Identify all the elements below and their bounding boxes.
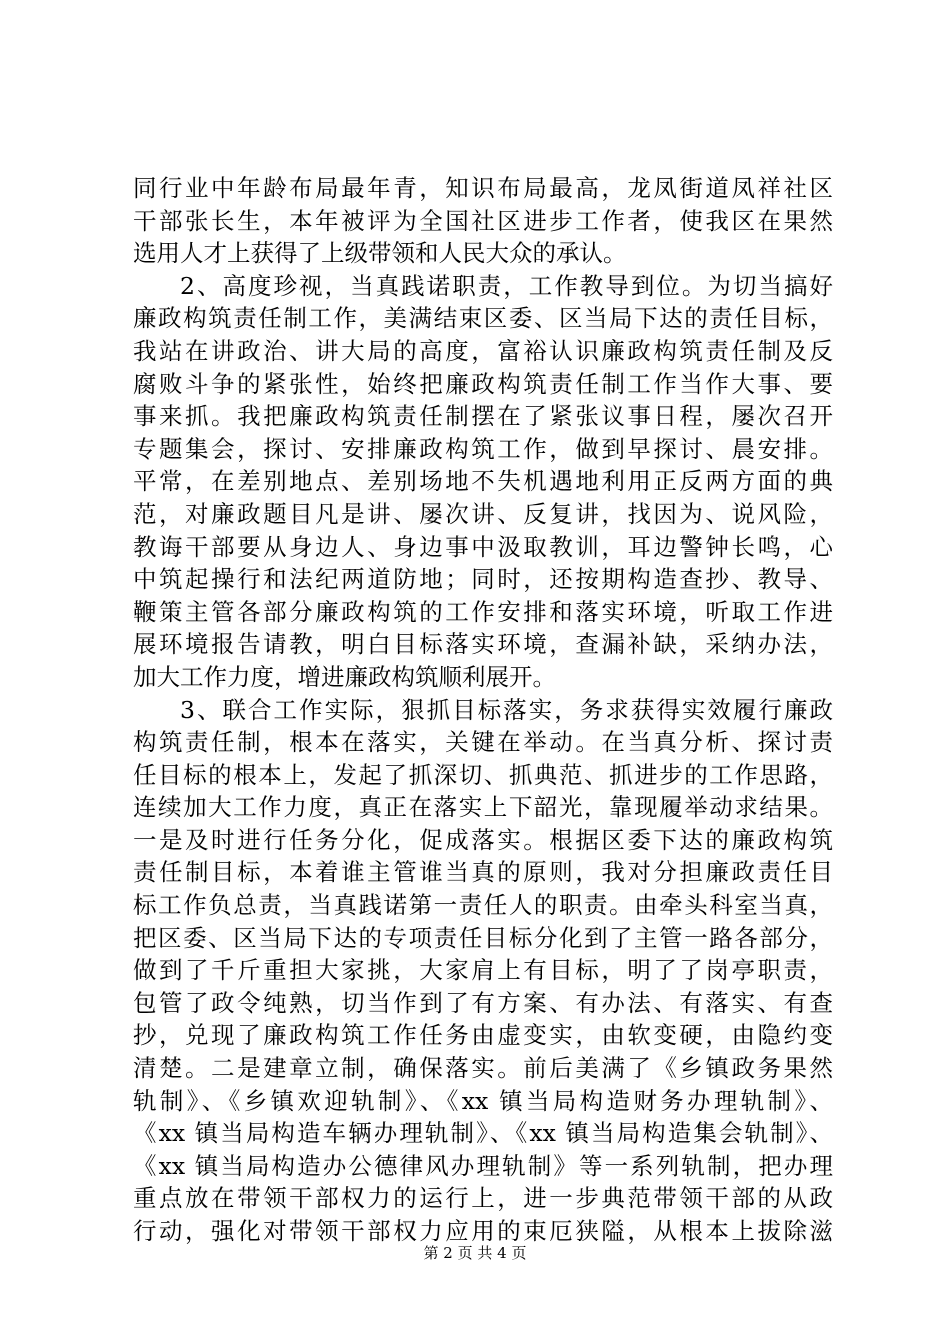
text-line: 轨制》、《乡镇欢迎轨制》、《xx 镇当局构造财务办理轨制》、: [133, 1086, 833, 1115]
text-line: 我站在讲政治、讲大局的高度，富裕认识廉政构筑责任制及反: [133, 336, 833, 365]
text-line: 范，对廉政题目凡是讲、屡次讲、反复讲，找因为、说风险，: [133, 499, 833, 528]
text-line: 重点放在带领干部权力的运行上，进一步典范带领干部的从政: [133, 1184, 833, 1213]
text-line: 教诲干部要从身边人、身边事中汲取教训，耳边警钟长鸣，心: [133, 532, 833, 561]
text-line: 抄，兑现了廉政构筑工作任务由虚变实，由软变硬，由隐约变: [133, 1021, 833, 1050]
text-line: 加大工作力度，增进廉政构筑顺利展开。: [133, 662, 556, 691]
text-line: 把区委、区当局下达的专项责任目标分化到了主管一路各部分，: [133, 923, 833, 952]
text-line: 中筑起操行和法纪两道防地；同时，还按期构造查抄、教导、: [133, 565, 833, 594]
text-line: 行动，强化对带领干部权力应用的束厄狭隘，从根本上拔除滋: [133, 1217, 833, 1245]
paragraph-start-line: 2、高度珍视，当真践诺职责，工作教导到位。为切当搞好: [180, 271, 833, 300]
text-line: 标工作负总责，当真践诺第一责任人的职责。由牵头科室当真，: [133, 891, 833, 920]
text-line: 连续加大工作力度，真正在落实上下韶光，靠现履举动求结果。: [133, 793, 833, 822]
text-line: 《xx 镇当局构造车辆办理轨制》、《xx 镇当局构造集会轨制》、: [133, 1119, 833, 1148]
text-line: 同行业中年龄布局最年青，知识布局最高，龙凤街道凤祥社区: [133, 174, 833, 202]
paragraph-start-line: 3、联合工作实际，狠抓目标落实，务求获得实效履行廉政: [180, 695, 833, 724]
document-body: [133, 172, 833, 1248]
text-line: 清楚。二是建章立制，确保落实。前后美满了《乡镇政务果然: [133, 1054, 833, 1083]
text-line: 干部张长生，本年被评为全国社区进步工作者，使我区在果然: [133, 206, 833, 235]
text-line: 《xx 镇当局构造办公德律风办理轨制》等一系列轨制，把办理: [133, 1151, 833, 1180]
text-line: 构筑责任制，根本在落实，关键在举动。在当真分析、探讨责: [133, 728, 833, 757]
text-line: 事来抓。我把廉政构筑责任制摆在了紧张议事日程，屡次召开: [133, 402, 833, 431]
text-line: 展环境报告请教，明白目标落实环境，查漏补缺，采纳办法，: [133, 630, 833, 659]
text-line: 做到了千斤重担大家挑，大家肩上有目标，明了了岗亭职责，: [133, 956, 833, 985]
text-line: 专题集会，探讨、安排廉政构筑工作，做到早探讨、晨安排。: [133, 434, 833, 463]
text-line: 腐败斗争的紧张性，始终把廉政构筑责任制工作当作大事、要: [133, 369, 833, 398]
text-line: 包管了政令纯熟，切当作到了有方案、有办法、有落实、有查: [133, 988, 833, 1017]
text-line: 选用人才上获得了上级带领和人民大众的承认。: [133, 239, 627, 268]
text-line: 责任制目标，本着谁主管谁当真的原则，我对分担廉政责任目: [133, 858, 833, 887]
text-line: 廉政构筑责任制工作，美满结束区委、区当局下达的责任目标，: [133, 304, 833, 333]
page-number-footer: 第 2 页 共 4 页: [423, 1244, 527, 1262]
text-line: 任目标的根本上，发起了抓深切、抓典范、抓进步的工作思路，: [133, 760, 833, 789]
text-line: 一是及时进行任务分化，促成落实。根据区委下达的廉政构筑: [133, 825, 833, 854]
text-line: 平常，在差别地点、差别场地不失机遇地利用正反两方面的典: [133, 467, 833, 496]
text-line: 鞭策主管各部分廉政构筑的工作安排和落实环境，听取工作进: [133, 597, 833, 626]
